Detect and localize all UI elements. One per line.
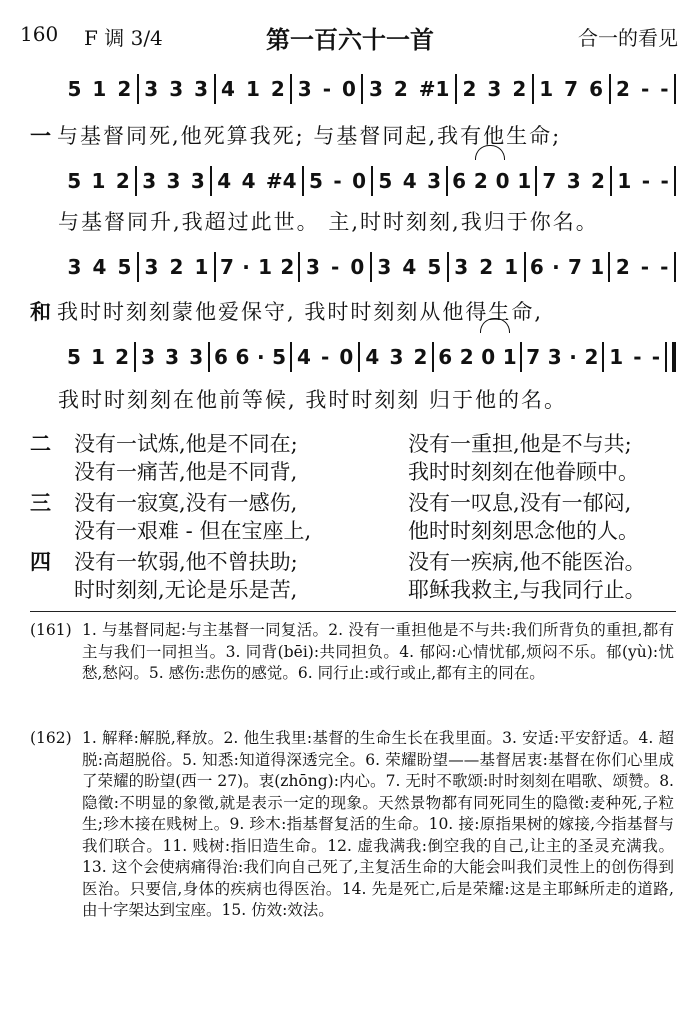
note: 3 <box>141 345 156 369</box>
music-row-2 <box>62 164 676 198</box>
note: - <box>660 77 669 101</box>
note: 3 <box>189 345 204 369</box>
note: 2 <box>479 255 494 279</box>
note: 4 <box>296 345 311 369</box>
verse-text: 没有一试炼,他是不同在; <box>74 432 298 456</box>
verse-text: 没有一疾病,他不能医治。 <box>408 550 646 574</box>
measure <box>610 255 674 279</box>
note: 3 <box>194 77 209 101</box>
lyric-text: 与基督同死,他死算我死; 与基督同起,我有他生命; <box>57 124 562 148</box>
footnote-text: 1. 解释:解脱,释放。2. 他生我里:基督的生命生长在我里面。3. 安适:平安舒适。4. 超脱:高超脱俗。5. 知悉:知道得深透完全。6. 荣耀盼望——基督居衷:基督在你们心里成了荣耀的盼望(西一 27)。衷(zhōng):内心。7. 无时不歌颂:时时刻刻在唱歌、颂赞。8. 隐徵:不明显的象徵,就是表示一定的现象。天然景物都有同死同生的隐徵:麦种死,子粒生;珍木接在贱树上。9. 珍木:指基督复活的生命。10. 接:原指果树的嫁接,今指基督与我们联合。11. 贱树:指旧造生命。12. 虚我满我:倒空我的自己,让主的圣灵充满我。13. 这个会使病痛得治:我们向自己死了,主复活生命的大能会叫我们灵性上的创伤得到医治。只要信,身体的疾病也得医治。14. 先是死亡,后是荣耀:这是主耶稣所走的道路,由十字架达到宝座。15. 仿效:效法。 <box>82 729 674 919</box>
measure <box>136 345 208 369</box>
footnote-ref: (161) <box>30 621 72 639</box>
note: 5 <box>67 169 82 193</box>
music-row-1 <box>62 72 676 106</box>
measure <box>449 255 524 279</box>
measure <box>139 255 214 279</box>
note: 2 <box>115 345 130 369</box>
note: 2 <box>280 255 295 279</box>
measure <box>537 169 610 193</box>
measure <box>360 345 432 369</box>
note: 2 <box>616 77 630 101</box>
note: 4 <box>241 169 256 193</box>
measure <box>526 255 609 279</box>
verse-2-line-2 <box>30 456 676 486</box>
measure <box>62 77 137 101</box>
note: - <box>330 255 340 279</box>
verse-text: 没有一软弱,他不曾扶助; <box>74 550 298 574</box>
verse-text: 时时刻刻,无论是乐是苦, <box>74 578 298 602</box>
note: 5 <box>67 345 81 369</box>
note: 3 <box>142 169 157 193</box>
page-title: 第一百六十一首 <box>266 25 434 54</box>
note: 6 <box>452 169 467 193</box>
verse-text: 没有一叹息,没有一郁闷, <box>408 491 632 515</box>
hymn-number: 160 <box>20 22 59 46</box>
note: 2 <box>615 255 630 279</box>
lyric-text: 与基督同升,我超过此世。 主,时时刻刻,我归于你名。 <box>58 210 599 234</box>
note: 5 <box>117 255 132 279</box>
note: 2 <box>512 77 527 101</box>
note: 3 <box>165 345 180 369</box>
note: 1 <box>609 345 624 369</box>
verse-text: 我时时刻刻在他眷顾中。 <box>408 460 639 484</box>
note: #1 <box>418 77 450 101</box>
footnote-ref: (162) <box>30 729 72 747</box>
separator-line <box>30 611 676 612</box>
note: 6 <box>438 345 453 369</box>
verse-text: 耶稣我救主,与我同行止。 <box>408 578 646 602</box>
note: 5 <box>67 77 82 101</box>
note: 3 <box>566 169 581 193</box>
note: 7 <box>564 77 579 101</box>
measure <box>210 345 290 369</box>
measure <box>448 169 535 193</box>
note: 1 <box>504 255 519 279</box>
note: 0 <box>481 345 496 369</box>
verse-3-line-2 <box>30 515 676 545</box>
measure <box>373 169 446 193</box>
note: 1 <box>194 255 209 279</box>
note: - <box>660 169 669 193</box>
verse-text: 没有一艰难 - 但在宝座上, <box>74 519 312 543</box>
note: 2 <box>459 345 474 369</box>
note: 0 <box>350 255 365 279</box>
lyric-mark: 和 <box>30 299 53 324</box>
measure <box>216 255 299 279</box>
measure <box>604 345 665 369</box>
measure <box>62 255 137 279</box>
note: 1 <box>245 77 260 101</box>
verse-4-line-1 <box>30 546 676 576</box>
note: 1 <box>590 255 605 279</box>
lyric-line-4 <box>58 384 676 414</box>
note: 3 <box>144 77 159 101</box>
note: 3 <box>67 255 82 279</box>
verse-text: 没有一重担,他是不与共; <box>408 432 632 456</box>
note: 7 <box>526 345 541 369</box>
lyric-line-3 <box>30 296 676 326</box>
note: #4 <box>265 169 297 193</box>
note: 3 <box>547 345 562 369</box>
note: 3 <box>427 169 441 193</box>
barline <box>674 252 676 282</box>
note: 3 <box>166 169 181 193</box>
note: 6 <box>589 77 604 101</box>
music-row-4 <box>62 340 676 374</box>
note: 2 <box>393 77 408 101</box>
note: - <box>640 77 650 101</box>
measure <box>363 77 455 101</box>
note: 0 <box>495 169 510 193</box>
measure <box>611 77 675 101</box>
barline <box>674 166 676 196</box>
measure <box>304 169 371 193</box>
note: 1 <box>517 169 532 193</box>
measure <box>612 169 674 193</box>
note: 2 <box>117 77 132 101</box>
note: 5 <box>378 169 393 193</box>
note: 3 <box>368 77 383 101</box>
note: 1 <box>91 345 105 369</box>
note: 2 <box>169 255 184 279</box>
note: - <box>640 255 650 279</box>
note: 7 <box>220 255 234 279</box>
note: - <box>660 255 669 279</box>
note: 4 <box>92 255 107 279</box>
final-barline <box>665 342 676 372</box>
note: 1 <box>502 345 517 369</box>
measure <box>216 77 291 101</box>
note: 6 <box>213 345 228 369</box>
key-signature: F 调 3/4 <box>84 26 163 50</box>
note: 1 <box>258 255 273 279</box>
note: 3 <box>306 255 320 279</box>
note: · <box>242 255 250 279</box>
verse-text: 没有一寂寞,没有一感伤, <box>74 491 298 515</box>
hymn-subtitle: 合一的看见 <box>578 26 678 50</box>
note: 6 <box>235 345 250 369</box>
note: 4 <box>402 255 417 279</box>
note: 3 <box>377 255 392 279</box>
measure <box>62 345 134 369</box>
note: 3 <box>487 77 502 101</box>
note: 2 <box>591 169 605 193</box>
note: - <box>641 169 651 193</box>
note: 5 <box>427 255 442 279</box>
verse-text: 没有一痛苦,他是不同背, <box>74 460 298 484</box>
verse-number: 三 <box>30 490 51 515</box>
verse-number: 四 <box>30 549 51 574</box>
measure <box>139 77 214 101</box>
verse-text: 他时时刻刻思念他的人。 <box>408 519 639 543</box>
lyric-mark: 一 <box>30 123 53 148</box>
measure <box>62 169 135 193</box>
measure <box>372 255 447 279</box>
note: 3 <box>144 255 159 279</box>
measure <box>457 77 532 101</box>
note: 2 <box>115 169 130 193</box>
note: - <box>320 345 330 369</box>
note: - <box>322 77 332 101</box>
note: 2 <box>270 77 285 101</box>
note: - <box>651 345 660 369</box>
note: 3 <box>389 345 404 369</box>
lyric-text: 我时时刻刻蒙他爱保守, 我时时刻刻从他得生命, <box>57 300 544 324</box>
measure <box>292 345 358 369</box>
footnote-162 <box>30 728 674 922</box>
note: 2 <box>473 169 488 193</box>
footnote-161 <box>30 620 674 685</box>
note: 4 <box>221 77 235 101</box>
note: 4 <box>402 169 417 193</box>
note: 0 <box>352 169 366 193</box>
note: 3 <box>297 77 312 101</box>
note: 2 <box>584 345 599 369</box>
note: · <box>569 345 577 369</box>
note: 4 <box>217 169 232 193</box>
note: 6 <box>529 255 544 279</box>
note: 1 <box>617 169 632 193</box>
note: 5 <box>309 169 323 193</box>
verse-3-line-1 <box>30 487 676 517</box>
lyric-text: 我时时刻刻在他前等候, 我时时刻刻 归于他的名。 <box>58 388 568 412</box>
note: 7 <box>542 169 557 193</box>
measure <box>522 345 602 369</box>
note: - <box>333 169 342 193</box>
note: · <box>552 255 560 279</box>
verse-2-line-1 <box>30 428 676 458</box>
measure <box>137 169 210 193</box>
verse-number: 二 <box>30 431 51 456</box>
note: 3 <box>190 169 205 193</box>
note: 1 <box>539 77 554 101</box>
note: · <box>256 345 265 369</box>
verse-4-line-2 <box>30 574 676 604</box>
lyric-line-2 <box>58 206 676 236</box>
note: 3 <box>454 255 469 279</box>
note: 0 <box>342 77 356 101</box>
note: 0 <box>339 345 354 369</box>
lyric-line-1 <box>30 120 676 150</box>
music-row-3 <box>62 250 676 284</box>
note: 3 <box>169 77 184 101</box>
footnote-text: 1. 与基督同起:与主基督一同复活。2. 没有一重担他是不与共:我们所背负的重担,都有主与我们一同担当。3. 同背(bēi):共同担负。4. 郁闷:心情忧郁,烦闷不乐。郁(yù):忧愁,愁闷。5. 感伤:悲伤的感觉。6. 同行止:或行或止,都有主的同在。 <box>82 621 674 682</box>
note: 2 <box>462 77 477 101</box>
note: 5 <box>272 345 287 369</box>
note: - <box>633 345 642 369</box>
measure <box>300 255 369 279</box>
note: 1 <box>91 169 106 193</box>
note: 7 <box>567 255 582 279</box>
measure <box>212 169 302 193</box>
measure <box>292 77 361 101</box>
note: 2 <box>413 345 428 369</box>
note: 4 <box>365 345 380 369</box>
measure <box>434 345 520 369</box>
measure <box>534 77 609 101</box>
note: 1 <box>92 77 107 101</box>
barline <box>674 74 676 104</box>
